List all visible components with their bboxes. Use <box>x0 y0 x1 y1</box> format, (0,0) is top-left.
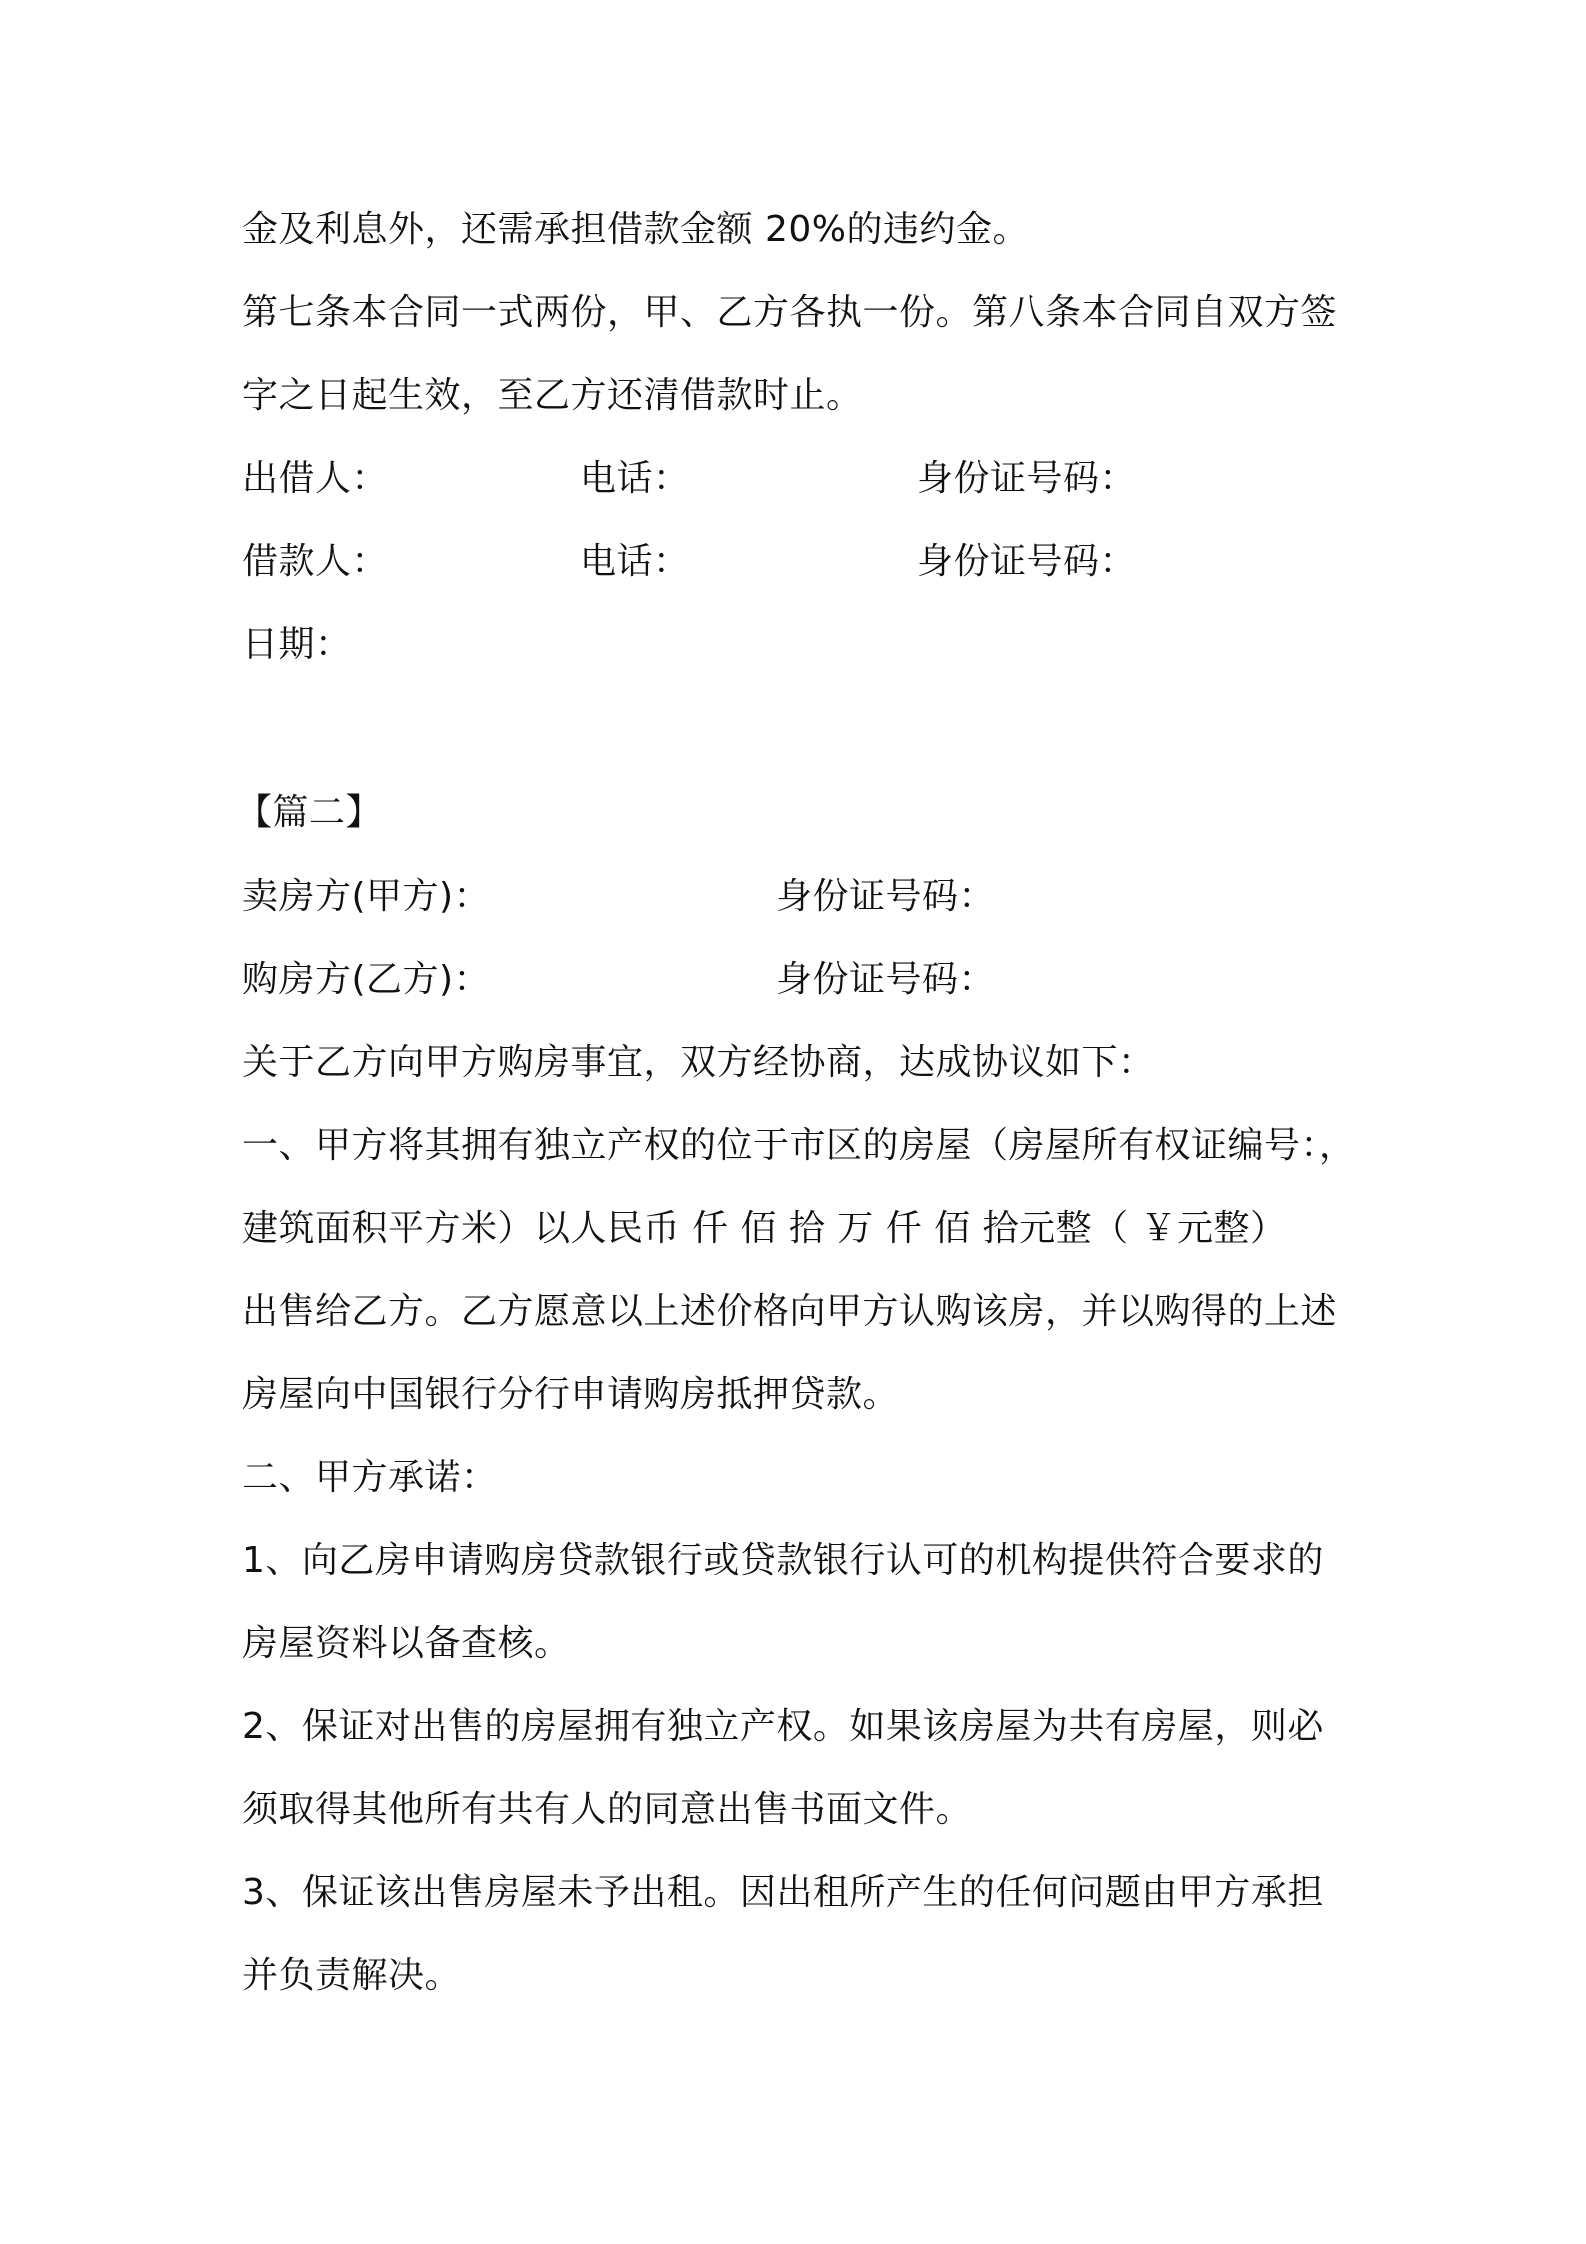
promise-2-line-2: 须取得其他所有共有人的同意出售书面文件。 <box>242 1789 973 1830</box>
borrower-id-label: 身份证号码： <box>917 541 1137 582</box>
promise-3-line-2: 并负责解决。 <box>242 1955 462 1996</box>
buyer-id-label: 身份证号码： <box>776 959 996 1000</box>
promise-1-line-1: 1、向乙房申请购房贷款银行或贷款银行认可的机构提供符合要求的 <box>242 1540 1324 1581</box>
borrower-label: 借款人： <box>242 541 389 582</box>
text-line-article-7: 第七条本合同一式两份，甲、乙方各执一份。第八条本合同自双方签 <box>242 292 1338 333</box>
clause-1-line-4: 房屋向中国银行分行申请购房抵押贷款。 <box>242 1374 900 1415</box>
intro-text: 关于乙方向甲方购房事宜，双方经协商，达成协议如下： <box>242 1042 1155 1083</box>
section-heading: 【篇二】 <box>236 792 383 833</box>
clause-1-line-2: 建筑面积平方米）以人民币 仟 佰 拾 万 仟 佰 拾元整（ ￥元整） <box>242 1208 1287 1249</box>
lender-phone-label: 电话： <box>580 458 690 499</box>
buyer-label: 购房方(乙方)： <box>242 959 491 1000</box>
promise-2-line-1: 2、保证对出售的房屋拥有独立产权。如果该房屋为共有房屋，则必 <box>242 1706 1324 1747</box>
lender-label: 出借人： <box>242 458 389 499</box>
clause-1-line-3: 出售给乙方。乙方愿意以上述价格向甲方认购该房，并以购得的上述 <box>242 1291 1338 1332</box>
clause-1-line-1: 一、甲方将其拥有独立产权的位于市区的房屋（房屋所有权证编号：， <box>242 1125 1356 1166</box>
borrower-phone-label: 电话： <box>580 541 690 582</box>
promise-1-line-2: 房屋资料以备查核。 <box>242 1623 571 1664</box>
text-line-penalty: 金及利息外，还需承担借款金额 20%的违约金。 <box>242 209 1029 250</box>
clause-2-heading: 二、甲方承诺： <box>242 1457 498 1498</box>
promise-3-line-1: 3、保证该出售房屋未予出租。因出租所产生的任何问题由甲方承担 <box>242 1872 1324 1913</box>
seller-label: 卖房方(甲方)： <box>242 876 491 917</box>
lender-id-label: 身份证号码： <box>917 458 1137 499</box>
date-label: 日期： <box>242 624 352 665</box>
text-line-effective: 字之日起生效，至乙方还清借款时止。 <box>242 375 863 416</box>
seller-id-label: 身份证号码： <box>776 876 996 917</box>
